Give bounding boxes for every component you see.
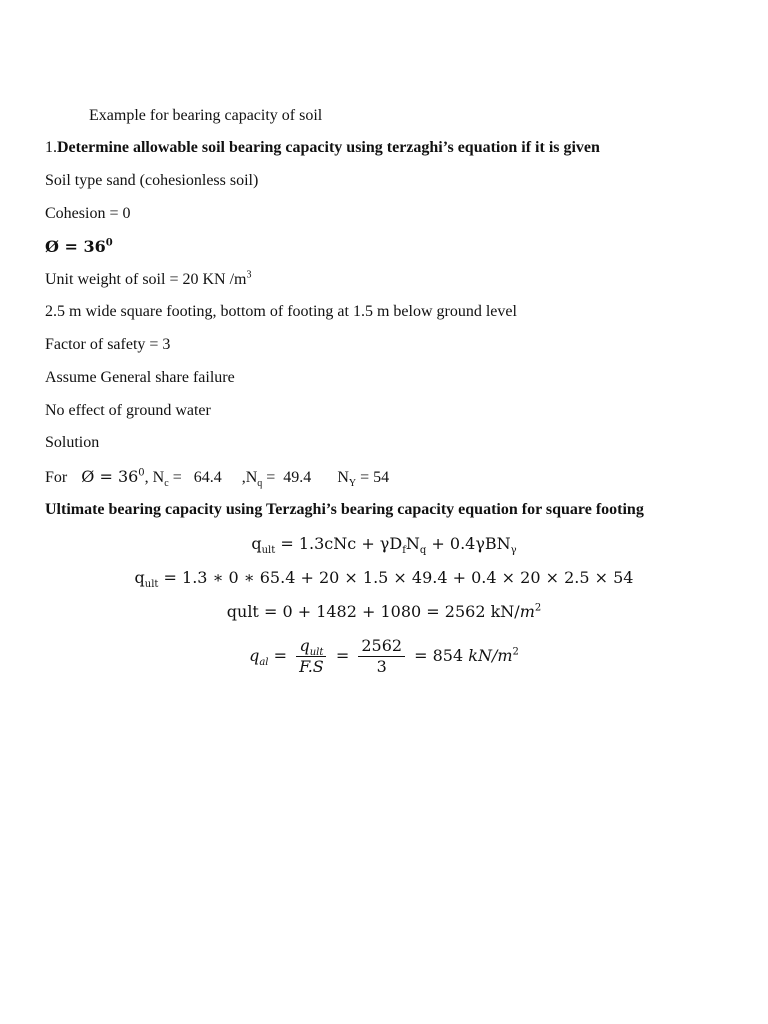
- eq4-unit: kN/m: [468, 646, 513, 665]
- eq2-q: q: [134, 568, 145, 587]
- eq3-m: m: [519, 602, 535, 621]
- eq2-q-sub: ult: [144, 579, 159, 591]
- given-phi: [45, 237, 113, 257]
- eq4-unit-exp: 2: [512, 646, 519, 658]
- phi-symbol: Ø: [45, 237, 59, 256]
- ngamma-sub: Y: [348, 478, 357, 490]
- equation-2: [0, 567, 768, 589]
- factors-phi: [81, 467, 144, 486]
- eq1-rhs-a: = 1.3cNc + γD: [275, 534, 403, 553]
- eq4-q-sub: al: [259, 657, 269, 669]
- subheading: Ultimate bearing capacity using Terzaghi’s bearing capacity equation for square footing: [45, 501, 644, 518]
- nq-value: = 49.4: [262, 469, 312, 486]
- eq4-result: = 854: [409, 646, 469, 665]
- phi-degree: 0: [105, 237, 113, 249]
- eq4-q: q: [249, 646, 260, 665]
- given-failure: Assume General share failure: [45, 369, 235, 386]
- question-text: Determine allowable soil bearing capacity using terzaghi’s equation if it is given: [57, 139, 600, 156]
- equation-4: [0, 636, 768, 677]
- eq3-text: qult = 0 + 1482 + 1080 = 2562 kN/: [226, 602, 520, 621]
- eq1-q-sub: ult: [261, 545, 276, 557]
- fraction-qult-fs: [296, 636, 327, 677]
- title: Example for bearing capacity of soil: [89, 107, 323, 124]
- equation-1: [0, 533, 768, 555]
- given-soil-type: Soil type sand (cohesionless soil): [45, 172, 259, 189]
- given-water: No effect of ground water: [45, 402, 211, 419]
- ngamma-label: N: [337, 469, 349, 486]
- eq1-ng-sub: γ: [510, 545, 517, 557]
- question: [45, 138, 600, 158]
- phi-degree-2: 0: [138, 467, 145, 479]
- factors-line: [45, 467, 389, 488]
- eq4-eq2: =: [330, 646, 355, 665]
- eq1-df-sub: f: [402, 545, 406, 557]
- eq1-nq-sub: q: [419, 545, 427, 557]
- nc-value: = 64.4: [168, 469, 222, 486]
- eq3-exp: 2: [534, 602, 542, 614]
- nq-label: ,N: [241, 469, 258, 486]
- unit-weight-exp: 3: [246, 269, 252, 281]
- frac1-num-sub: ult: [309, 647, 324, 659]
- frac2-num: 2562: [358, 636, 405, 657]
- eq1-q: q: [251, 534, 262, 553]
- eq4-eq: =: [268, 646, 293, 665]
- phi-value-2: = 36: [94, 467, 139, 486]
- ngamma-value: = 54: [356, 469, 390, 486]
- equation-3: [0, 601, 768, 623]
- phi-symbol-2: Ø: [81, 467, 95, 486]
- solution-label: Solution: [45, 434, 100, 451]
- frac1-num: [296, 636, 326, 657]
- frac2-den: 3: [376, 657, 387, 676]
- frac1-num-q: q: [299, 636, 310, 655]
- eq1-rhs-b: N: [405, 534, 420, 553]
- question-number: 1.: [45, 139, 57, 156]
- nq-sub: q: [257, 478, 263, 490]
- eq2-rhs: = 1.3 ∗ 0 ∗ 65.4 + 20 × 1.5 × 49.4 + 0.4 × 20 × 2.5 × 54: [158, 568, 634, 587]
- nc-label: , N: [144, 469, 165, 486]
- fraction-2562-3: [358, 636, 405, 677]
- phi-value: = 36: [58, 237, 106, 256]
- given-cohesion: Cohesion = 0: [45, 205, 131, 222]
- given-unit-weight: [45, 270, 251, 290]
- unit-weight-text: Unit weight of soil = 20 KN /m: [45, 271, 247, 288]
- given-footing: 2.5 m wide square footing, bottom of footing at 1.5 m below ground level: [45, 303, 517, 320]
- frac1-den: F.S: [299, 657, 324, 676]
- nc-sub: c: [164, 478, 169, 490]
- given-fos: Factor of safety = 3: [45, 336, 171, 353]
- eq1-rhs-c: + 0.4γBN: [426, 534, 511, 553]
- factors-for: For: [45, 469, 68, 486]
